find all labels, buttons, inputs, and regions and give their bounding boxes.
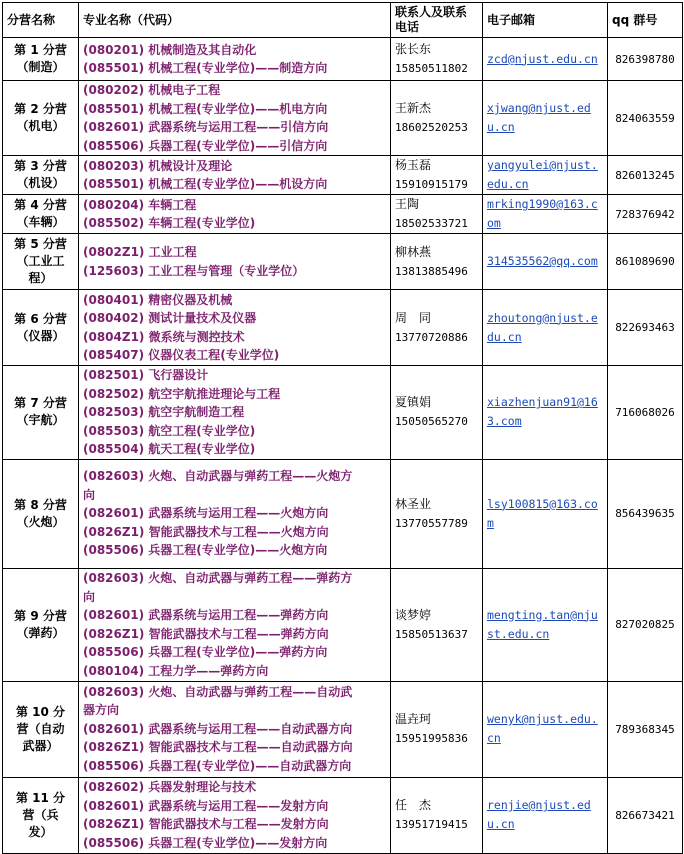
qq-group-number: 826673421 — [608, 777, 683, 853]
camp-name — [3, 777, 79, 853]
major-item: (085506) 兵器工程(专业学位)——火炮方向 — [83, 543, 328, 558]
contact-name: 林圣业 — [395, 496, 432, 511]
major-item: (080402) 测试计量技术及仪器 — [83, 311, 257, 325]
contact-cell — [391, 195, 483, 234]
header-row — [3, 3, 683, 38]
header-camp: 分营名称 — [3, 3, 79, 38]
contact-cell — [391, 681, 483, 777]
email-link[interactable]: xjwang@njust.edu.cn — [483, 81, 608, 156]
camp-name-line: 营（自动 — [16, 721, 65, 736]
camp-name-line: （火炮） — [16, 514, 65, 529]
qq-group-number: 716068026 — [608, 366, 683, 460]
contact-name: 王新杰 — [395, 101, 432, 115]
major-item: (085502) 车辆工程(专业学位) — [83, 216, 256, 230]
camp-name-line: （车辆） — [16, 215, 65, 229]
major-item: (085407) 仪器仪表工程(专业学位) — [83, 348, 280, 362]
camp-name-line: （机设） — [16, 176, 65, 190]
email-link[interactable]: zhoutong@njust.edu.cn — [483, 290, 608, 366]
table-row — [3, 81, 683, 156]
major-list — [79, 81, 391, 156]
table-row — [3, 777, 683, 853]
major-item: (082601) 武器系统与运用工程——弹药方向 — [83, 608, 329, 622]
camp-name-line: （工业工 — [16, 254, 65, 268]
contact-phone: 13770557789 — [395, 516, 468, 530]
camp-name — [3, 81, 79, 156]
major-list — [79, 38, 391, 81]
major-item: (085503) 航空工程(专业学位) — [83, 423, 256, 438]
major-list — [79, 568, 391, 681]
major-item: (080201) 机械制造及其自动化 — [83, 42, 257, 57]
qq-group-number: 827020825 — [608, 568, 683, 681]
major-list — [79, 234, 391, 290]
email-link[interactable]: mrking1990@163.com — [483, 195, 608, 234]
qq-group-number: 728376942 — [608, 195, 683, 234]
camp-name-line: 第 2 分营 — [14, 102, 67, 116]
camp-name-line: 发） — [28, 824, 53, 839]
contact-name: 王陶 — [395, 197, 420, 211]
table-row — [3, 156, 683, 195]
contact-cell — [391, 81, 483, 156]
contact-phone: 15951995836 — [395, 732, 468, 745]
contact-cell — [391, 459, 483, 568]
major-item: (080203) 机械设计及理论 — [83, 158, 233, 173]
camp-name-line: （机电） — [16, 119, 65, 133]
major-item: (082603) 火炮、自动武器与弹药工程——自动武 — [83, 684, 353, 699]
major-list — [79, 459, 391, 568]
contact-phone: 13951719415 — [395, 818, 468, 831]
table-row — [3, 38, 683, 81]
camp-name — [3, 195, 79, 234]
camp-name — [3, 366, 79, 460]
qq-group-number: 822693463 — [608, 290, 683, 366]
camp-name — [3, 38, 79, 81]
table-row — [3, 290, 683, 366]
major-item: (080204) 车辆工程 — [83, 197, 197, 212]
camp-name-line: 武器） — [22, 738, 59, 753]
camp-name-line: （制造） — [16, 60, 65, 74]
contact-name: 谈梦婷 — [395, 607, 432, 622]
major-item: (082601) 武器系统与运用工程——自动武器方向 — [83, 721, 353, 736]
major-item: (082603) 火炮、自动武器与弹药工程——弹药方 — [83, 571, 353, 585]
email-link[interactable]: mengting.tan@njust.edu.cn — [483, 568, 608, 681]
camp-name — [3, 459, 79, 568]
major-item: (082501) 飞行器设计 — [83, 368, 209, 382]
table-row — [3, 366, 683, 460]
camp-name-line: 第 9 分营 — [14, 608, 67, 623]
camp-name-line: 第 11 分 — [15, 790, 66, 805]
camp-name — [3, 234, 79, 290]
major-list — [79, 681, 391, 777]
contact-name: 杨玉磊 — [395, 158, 432, 172]
major-item: (0826Z1) 智能武器技术与工程——自动武器方向 — [83, 740, 353, 755]
qq-group-number: 861089690 — [608, 234, 683, 290]
table-row — [3, 234, 683, 290]
contact-phone: 15850513637 — [395, 627, 468, 641]
email-link[interactable]: xiazhenjuan91@163.com — [483, 366, 608, 460]
header-email: 电子邮箱 — [483, 3, 608, 38]
major-item: (085506) 兵器工程(专业学位)——引信方向 — [83, 138, 328, 153]
qq-group-number: 856439635 — [608, 459, 683, 568]
camp-name-line: 第 1 分营 — [14, 43, 67, 57]
header-majors: 专业名称（代码） — [79, 3, 391, 38]
camp-name-line: （宇航） — [16, 413, 65, 428]
contact-cell — [391, 290, 483, 366]
camp-contact-table — [2, 2, 683, 854]
contact-name: 夏镇娟 — [395, 395, 432, 410]
contact-cell — [391, 777, 483, 853]
major-item: (080104) 工程力学——弹药方向 — [83, 663, 269, 678]
email-link[interactable]: zcd@njust.edu.cn — [483, 38, 608, 81]
contact-phone: 15910915179 — [395, 178, 468, 191]
major-item: (085506) 兵器工程(专业学位)——发射方向 — [83, 835, 328, 850]
qq-group-number: 826398780 — [608, 38, 683, 81]
camp-name-line: 第 7 分营 — [14, 396, 67, 411]
camp-name-line: （仪器） — [16, 328, 65, 343]
contact-phone: 18502533721 — [395, 217, 468, 230]
contact-cell — [391, 156, 483, 195]
major-item: (082603) 火炮、自动武器与弹药工程——火炮方 — [83, 469, 353, 484]
major-item: (080401) 精密仪器及机械 — [83, 292, 233, 307]
major-list — [79, 156, 391, 195]
contact-cell — [391, 234, 483, 290]
contact-name: 温垚珂 — [395, 712, 432, 726]
major-list — [79, 195, 391, 234]
email-link[interactable]: renjie@njust.edu.cn — [483, 777, 608, 853]
major-item: 向 — [83, 589, 96, 604]
camp-name — [3, 681, 79, 777]
table-row — [3, 568, 683, 681]
contact-phone: 13813885496 — [395, 264, 468, 278]
header-qq: qq 群号 — [608, 3, 683, 38]
major-item: (080202) 机械电子工程 — [83, 83, 221, 97]
major-item: (0802Z1) 工业工程 — [83, 245, 197, 259]
contact-phone: 18602520253 — [395, 121, 468, 134]
camp-name — [3, 290, 79, 366]
email-link[interactable]: yangyulei@njust.edu.cn — [483, 156, 608, 195]
contact-name: 张长东 — [395, 42, 432, 56]
major-item: (0826Z1) 智能武器技术与工程——火炮方向 — [83, 524, 329, 539]
camp-name — [3, 568, 79, 681]
contact-name: 周 同 — [395, 310, 432, 325]
major-item: (082601) 武器系统与运用工程——火炮方向 — [83, 506, 329, 521]
major-item: (085504) 航天工程(专业学位) — [83, 442, 256, 456]
contact-cell — [391, 568, 483, 681]
contact-phone: 13770720886 — [395, 330, 468, 344]
major-item: (085501) 机械工程(专业学位)——机设方向 — [83, 177, 328, 191]
contact-cell — [391, 38, 483, 81]
major-list — [79, 777, 391, 853]
camp-name-line: 营（兵 — [22, 807, 59, 822]
major-item: (0826Z1) 智能武器技术与工程——弹药方向 — [83, 626, 329, 641]
contact-cell — [391, 366, 483, 460]
camp-name-line: 第 8 分营 — [14, 497, 67, 512]
major-list — [79, 366, 391, 460]
contact-phone: 15850511802 — [395, 62, 468, 75]
major-item: (125603) 工业工程与管理（专业学位） — [83, 263, 305, 278]
major-item: (082601) 武器系统与运用工程——引信方向 — [83, 120, 329, 134]
camp-name-line: 第 6 分营 — [14, 311, 67, 326]
major-item: (082602) 兵器发射理论与技术 — [83, 780, 257, 794]
major-item: (085501) 机械工程(专业学位)——制造方向 — [83, 61, 328, 75]
camp-name-line: 程） — [28, 271, 53, 285]
table-row — [3, 459, 683, 568]
qq-group-number: 824063559 — [608, 81, 683, 156]
qq-group-number: 826013245 — [608, 156, 683, 195]
major-item: (085506) 兵器工程(专业学位)——弹药方向 — [83, 645, 328, 659]
camp-name-line: 第 10 分 — [15, 704, 66, 719]
camp-name-line: 第 5 分营 — [14, 237, 67, 251]
camp-name-line: 第 4 分营 — [14, 198, 67, 212]
qq-group-number: 789368345 — [608, 681, 683, 777]
table-body — [3, 38, 683, 854]
table-row — [3, 195, 683, 234]
major-item: 向 — [83, 487, 96, 502]
major-item: 器方向 — [83, 703, 120, 718]
camp-name — [3, 156, 79, 195]
major-item: (082503) 航空宇航制造工程 — [83, 405, 245, 419]
major-item: (0804Z1) 微系统与测控技术 — [83, 329, 245, 344]
email-link[interactable]: lsy100815@163.com — [483, 459, 608, 568]
major-list — [79, 290, 391, 366]
contact-phone: 15050565270 — [395, 415, 468, 429]
contact-name: 任 杰 — [395, 798, 432, 812]
major-item: (082502) 航空宇航推进理论与工程 — [83, 386, 281, 401]
email-link[interactable]: 314535562@qq.com — [483, 234, 608, 290]
major-item: (0826Z1) 智能武器技术与工程——发射方向 — [83, 817, 329, 831]
table-row — [3, 681, 683, 777]
camp-name-line: 第 3 分营 — [14, 159, 67, 173]
header-contact: 联系人及联系电话 — [391, 3, 483, 38]
email-link[interactable]: wenyk@njust.edu.cn — [483, 681, 608, 777]
major-item: (082601) 武器系统与运用工程——发射方向 — [83, 798, 329, 813]
major-item: (085506) 兵器工程(专业学位)——自动武器方向 — [83, 758, 352, 773]
camp-name-line: （弹药） — [16, 625, 65, 640]
major-item: (085501) 机械工程(专业学位)——机电方向 — [83, 101, 328, 116]
contact-name: 柳林燕 — [395, 244, 432, 259]
